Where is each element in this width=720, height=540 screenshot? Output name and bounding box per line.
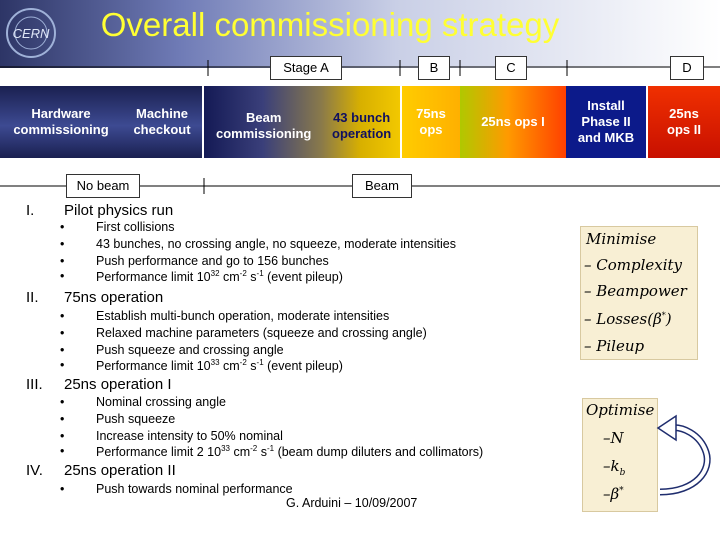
section-number: III. bbox=[26, 376, 43, 393]
optimise-item: –β* bbox=[603, 485, 624, 503]
minimise-item: – Pileup bbox=[584, 337, 645, 355]
optimise-item: –N bbox=[603, 429, 624, 447]
section-number: II. bbox=[26, 289, 39, 306]
stage-a-label: Stage A bbox=[270, 56, 342, 80]
section-title: 75ns operation bbox=[64, 289, 164, 306]
optimise-heading: Optimise bbox=[586, 401, 655, 419]
curved-arrow-icon bbox=[656, 412, 718, 512]
section-number: I. bbox=[26, 202, 35, 219]
no-beam-label: No beam bbox=[66, 174, 140, 198]
block-75ns-ops: 75ns ops bbox=[402, 86, 460, 158]
block-beam-and-43-bunch bbox=[204, 86, 400, 158]
logo-text: CERN bbox=[12, 26, 50, 41]
section-number: IV. bbox=[26, 462, 43, 479]
block-machine-checkout: Machine checkout bbox=[122, 86, 202, 158]
block-hardware-commissioning: Hardware commissioning bbox=[0, 86, 122, 158]
section-title: 25ns operation II bbox=[64, 462, 176, 479]
block-25ns-ops-ii: 25ns ops II bbox=[648, 86, 720, 158]
beam-label: Beam bbox=[352, 174, 412, 198]
section-title: Pilot physics run bbox=[64, 202, 174, 219]
optimise-item: $-k_b$ bbox=[603, 457, 626, 478]
minimise-box bbox=[580, 226, 698, 360]
block-43-bunch: 43 bunch operation bbox=[332, 110, 392, 141]
page-title: Overall commissioning strategy bbox=[100, 6, 560, 43]
stage-timeline bbox=[0, 56, 720, 82]
block-25ns-ops-i: 25ns ops I bbox=[460, 86, 566, 158]
minimise-heading: Minimise bbox=[586, 230, 657, 248]
stage-d-label: D bbox=[670, 56, 704, 80]
optimise-box bbox=[582, 398, 658, 512]
footer-author: G. Arduini – 10/09/2007 bbox=[286, 496, 418, 510]
section-title: 25ns operation I bbox=[64, 376, 172, 393]
block-beam-commissioning: Beam commissioning bbox=[216, 110, 312, 141]
block-install-phase-ii: Install Phase II and MKB bbox=[566, 86, 646, 158]
stage-b-label: B bbox=[418, 56, 450, 80]
minimise-item: – Losses(β*) bbox=[584, 310, 672, 328]
stage-c-label: C bbox=[495, 56, 527, 80]
minimise-item: – Beampower bbox=[584, 282, 687, 300]
minimise-item: – Complexity bbox=[584, 256, 683, 274]
